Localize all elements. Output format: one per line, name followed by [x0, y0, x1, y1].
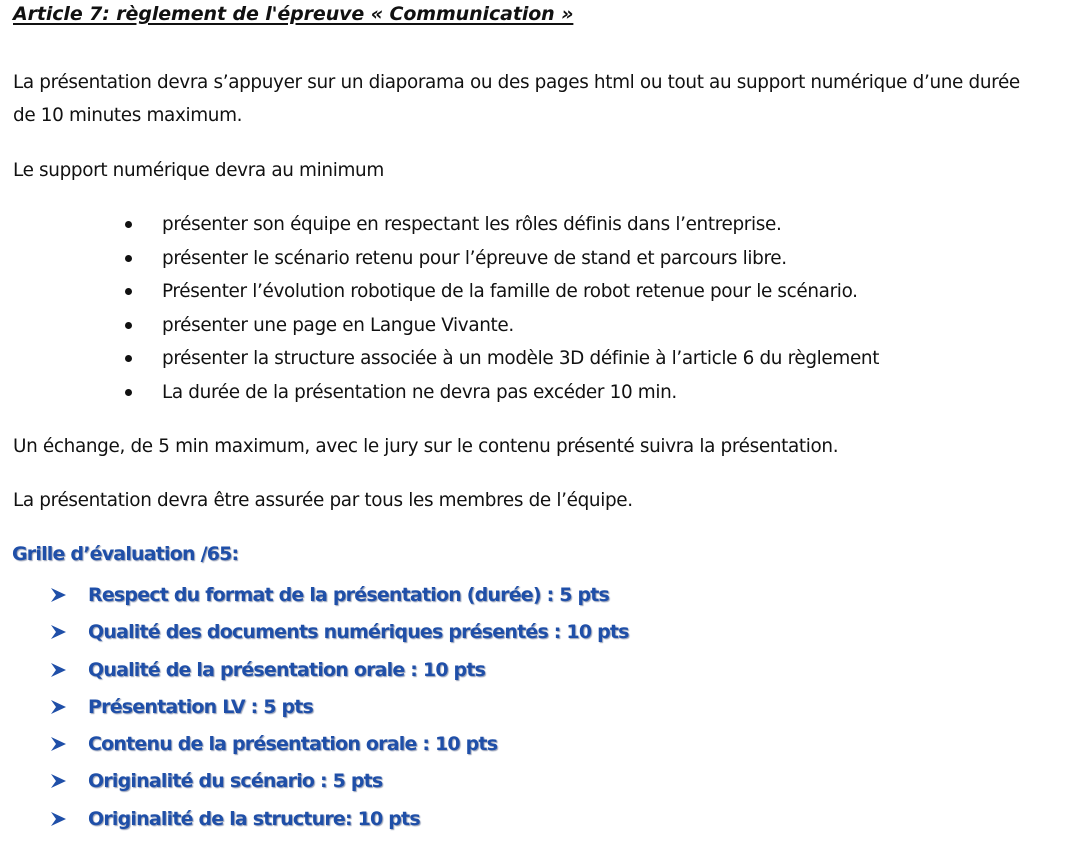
arrowhead-icon: [50, 811, 67, 827]
arrowhead-icon: [50, 773, 67, 789]
arrowhead-icon: [50, 624, 67, 640]
requirement-text: présenter le scénario retenu pour l’épreuve de stand et parcours libre.: [162, 247, 787, 269]
requirement-text: La durée de la présentation ne devra pas excéder 10 min.: [162, 381, 677, 403]
criterion-text: Présentation LV : 5 pts: [88, 695, 314, 718]
criterion-text: Qualité des documents numériques présentés : 10 pts: [88, 621, 629, 644]
list-item: [122, 245, 879, 279]
arrowhead-icon: [50, 587, 67, 603]
arrowhead-icon: [50, 699, 67, 715]
requirement-text: présenter la structure associée à un modèle 3D définie à l’article 6 du règlement: [162, 348, 880, 369]
list-item: [122, 345, 879, 379]
list-item: [50, 766, 629, 803]
criterion-text: Contenu de la présentation orale : 10 pts: [88, 733, 498, 756]
requirement-text: présenter une page en Langue Vivante.: [162, 314, 514, 336]
evaluation-grid-title: Grille d’évaluation /65:: [12, 543, 239, 565]
requirement-text: présenter son équipe en respectant les rôles définis dans l’entreprise.: [162, 214, 782, 235]
paragraph-intro-line-1: La présentation devra s’appuyer sur un diaporama ou des pages html ou tout au support numérique d’une durée: [13, 72, 1020, 93]
criterion-text: Qualité de la présentation orale : 10 pts: [88, 658, 486, 681]
article-title: Article 7: règlement de l'épreuve « Communication »: [13, 3, 574, 25]
list-item: [50, 617, 629, 654]
criterion-text: Originalité de la structure: 10 pts: [88, 807, 420, 830]
arrowhead-icon: [50, 736, 67, 752]
bullet-icon: [125, 355, 132, 362]
list-item: [122, 278, 879, 312]
paragraph-intro-line-2: de 10 minutes maximum.: [13, 105, 243, 126]
list-item: [50, 804, 629, 841]
paragraph-team-members: La présentation devra être assurée par tous les membres de l’équipe.: [13, 490, 633, 511]
list-item: [50, 692, 629, 729]
bullet-icon: [125, 255, 132, 262]
requirements-list: [122, 211, 879, 412]
list-item: [50, 580, 629, 617]
list-item: [122, 379, 879, 413]
evaluation-criteria-list: [50, 580, 629, 841]
list-item: [50, 729, 629, 766]
requirement-text: Présenter l’évolution robotique de la famille de robot retenue pour le scénario.: [162, 281, 858, 302]
list-item: [122, 211, 879, 245]
bullet-icon: [125, 221, 132, 228]
bullet-icon: [125, 288, 132, 295]
bullet-icon: [125, 322, 132, 329]
list-item: [50, 655, 629, 692]
criterion-text: Respect du format de la présentation (durée) : 5 pts: [88, 584, 610, 606]
arrowhead-icon: [50, 662, 67, 678]
bullet-icon: [125, 389, 132, 396]
paragraph-support-minimum: Le support numérique devra au minimum: [13, 160, 384, 181]
list-item: [122, 312, 879, 346]
criterion-text: Originalité du scénario : 5 pts: [88, 770, 383, 793]
paragraph-jury-exchange: Un échange, de 5 min maximum, avec le jury sur le contenu présenté suivra la présentation.: [13, 436, 839, 457]
